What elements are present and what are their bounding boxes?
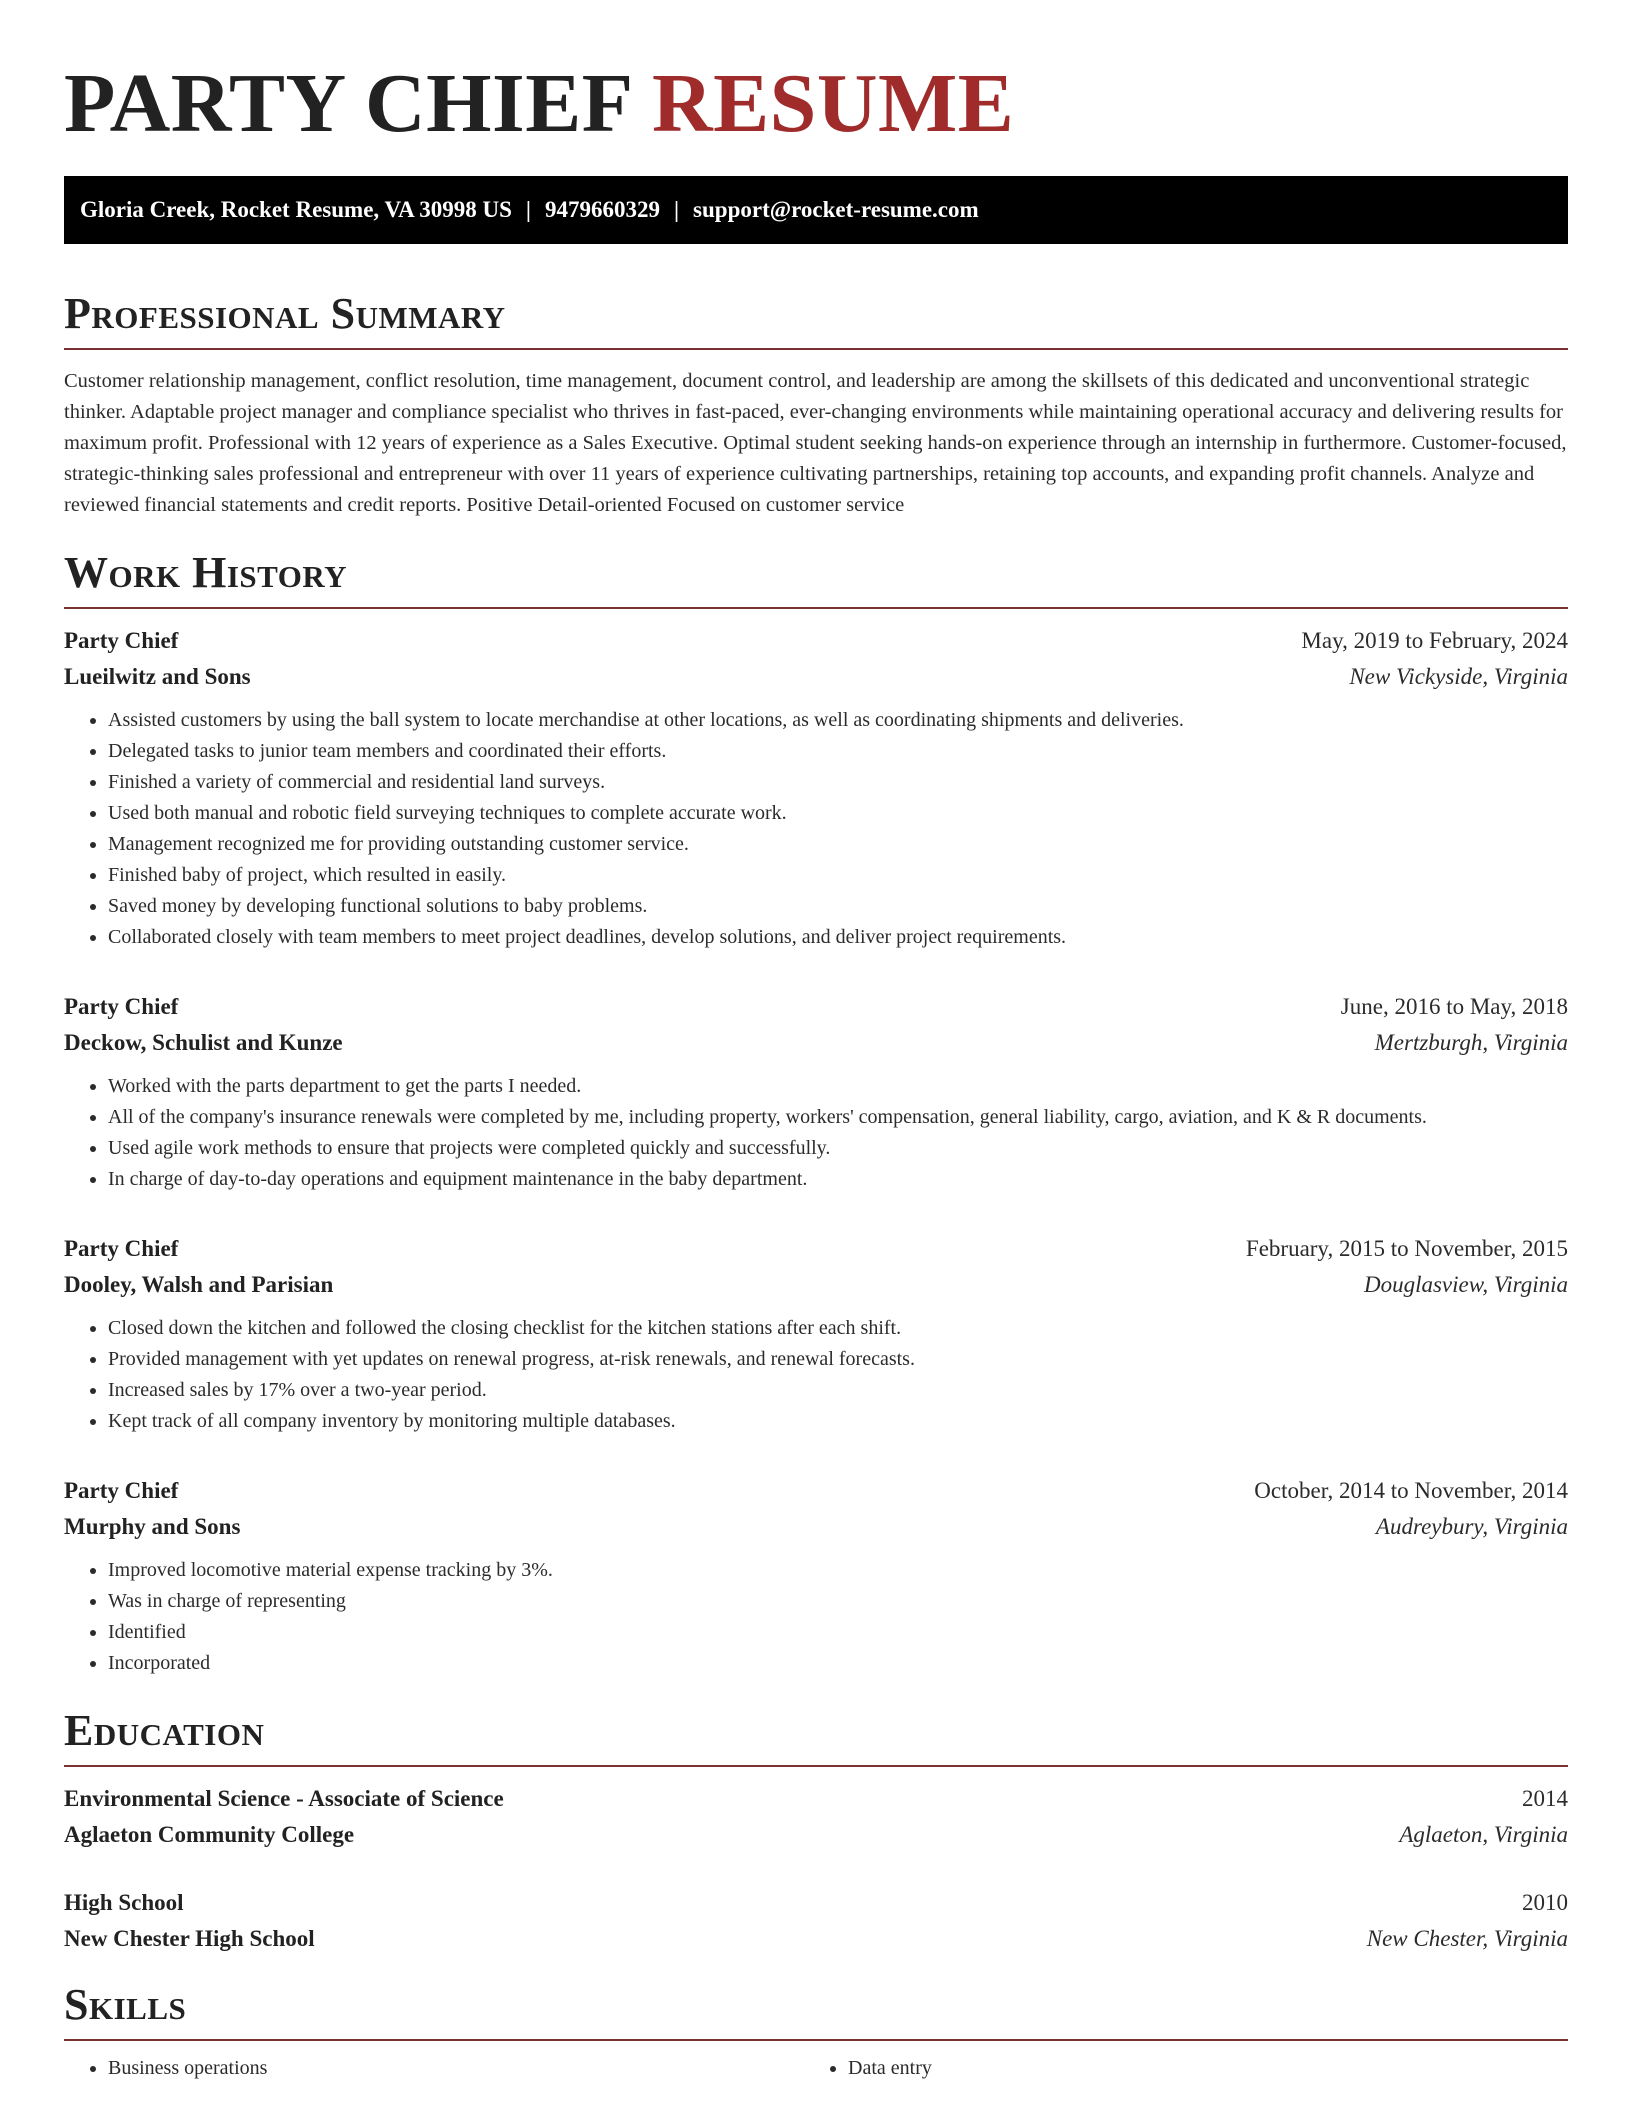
skills-heading: Skills bbox=[64, 1979, 1568, 2041]
job-bullets bbox=[64, 1071, 1568, 1195]
job-entry bbox=[64, 623, 1568, 953]
job-dates: June, 2016 to May, 2018 bbox=[1340, 994, 1568, 1019]
job-location: New Vickyside, Virginia bbox=[1349, 664, 1568, 689]
education-year: 2014 bbox=[1522, 1786, 1568, 1811]
job-bullet: • Incorporated bbox=[108, 1648, 1568, 1679]
education-entry bbox=[64, 1885, 1568, 1957]
contact-phone: 9479660329 bbox=[544, 197, 660, 222]
education-degree-row bbox=[64, 1781, 1568, 1817]
job-company: Dooley, Walsh and Parisian bbox=[64, 1272, 334, 1297]
job-company: Murphy and Sons bbox=[64, 1514, 241, 1539]
job-bullets bbox=[64, 1555, 1568, 1679]
job-dates: October, 2014 to November, 2014 bbox=[1254, 1478, 1568, 1503]
job-bullet: • Assisted customers by using the ball system to locate merchandise at other locations, as well as coordinating shipments and deliveries. bbox=[108, 705, 1568, 736]
education-school-row bbox=[64, 1817, 1568, 1853]
resume-title bbox=[64, 56, 1568, 166]
job-bullet: • In charge of day-to-day operations and equipment maintenance in the baby department. bbox=[108, 1164, 1568, 1195]
job-bullet: • Identified bbox=[108, 1617, 1568, 1648]
job-bullet: • Used agile work methods to ensure that projects were completed quickly and successfully. bbox=[108, 1133, 1568, 1164]
summary-text: Customer relationship management, conflict resolution, time management, document control, and leadership are among the skillsets of this dedicated and unconventional strategic thinker. Adaptable project manager and compliance specialist who thrives in fast-paced, ever-changing environments while maintaining operational accuracy and delivering results for maximum profit. Professional with 12 years of experience as a Sales Executive. Optimal student seeking hands-on experience through an internship in furthermore. Customer-focused, strategic-thinking sales professional and entrepreneur with over 11 years of experience cultivating partnerships, retaining top accounts, and expanding profit channels. Analyze and reviewed financial statements and credit reports. Positive Detail-oriented Focused on customer service bbox=[64, 370, 1567, 516]
job-bullets bbox=[64, 1313, 1568, 1437]
job-bullet: • Saved money by developing functional solutions to baby problems. bbox=[108, 891, 1568, 922]
job-bullet: • Provided management with yet updates on renewal progress, at-risk renewals, and renewal forecasts. bbox=[108, 1344, 1568, 1375]
job-bullet: • Improved locomotive material expense tracking by 3%. bbox=[108, 1555, 1568, 1586]
job-entry bbox=[64, 1473, 1568, 1679]
contact-address: Gloria Creek, Rocket Resume, VA 30998 US bbox=[80, 197, 512, 222]
job-company: Deckow, Schulist and Kunze bbox=[64, 1030, 343, 1055]
job-header-row bbox=[64, 1231, 1568, 1267]
education-entry bbox=[64, 1781, 1568, 1853]
title-job-name: PARTY CHIEF bbox=[64, 57, 631, 150]
contact-email: support@rocket-resume.com bbox=[693, 197, 979, 222]
job-title: Party Chief bbox=[64, 1236, 179, 1261]
skills-column-left bbox=[64, 2053, 804, 2084]
summary-heading: Professional Summary bbox=[64, 288, 1568, 350]
job-bullet: • All of the company's insurance renewals were completed by me, including property, workers' compensation, general liability, cargo, aviation, and K & R documents. bbox=[108, 1102, 1568, 1133]
job-location: Mertzburgh, Virginia bbox=[1374, 1030, 1568, 1055]
job-bullet: • Finished a variety of commercial and residential land surveys. bbox=[108, 767, 1568, 798]
education-degree-row bbox=[64, 1885, 1568, 1921]
skill-item: • Business operations bbox=[108, 2053, 804, 2084]
education-degree: Environmental Science - Associate of Science bbox=[64, 1786, 504, 1811]
title-resume-word: RESUME bbox=[651, 57, 1015, 150]
education-location: Aglaeton, Virginia bbox=[1399, 1822, 1568, 1847]
job-bullet: • Used both manual and robotic field surveying techniques to complete accurate work. bbox=[108, 798, 1568, 829]
job-entry bbox=[64, 1231, 1568, 1437]
job-company-row bbox=[64, 1025, 1568, 1061]
job-bullet: • Collaborated closely with team members to meet project deadlines, develop solutions, and deliver project requirements. bbox=[108, 922, 1568, 953]
education-location: New Chester, Virginia bbox=[1366, 1926, 1568, 1951]
job-bullet: • Increased sales by 17% over a two-year period. bbox=[108, 1375, 1568, 1406]
job-header-row bbox=[64, 623, 1568, 659]
job-company-row bbox=[64, 1267, 1568, 1303]
job-bullet: • Was in charge of representing bbox=[108, 1586, 1568, 1617]
job-bullet: • Worked with the parts department to get the parts I needed. bbox=[108, 1071, 1568, 1102]
skill-item: • Data entry bbox=[848, 2053, 1544, 2084]
job-header-row bbox=[64, 1473, 1568, 1509]
job-bullet: • Delegated tasks to junior team members and coordinated their efforts. bbox=[108, 736, 1568, 767]
job-company-row bbox=[64, 1509, 1568, 1545]
job-location: Audreybury, Virginia bbox=[1375, 1514, 1568, 1539]
work-history-heading: Work History bbox=[64, 547, 1568, 609]
job-title: Party Chief bbox=[64, 994, 179, 1019]
education-year: 2010 bbox=[1522, 1890, 1568, 1915]
job-location: Douglasview, Virginia bbox=[1363, 1272, 1568, 1297]
job-dates: February, 2015 to November, 2015 bbox=[1245, 1236, 1568, 1261]
contact-separator: | bbox=[673, 197, 680, 222]
job-title: Party Chief bbox=[64, 628, 179, 653]
job-bullet: • Closed down the kitchen and followed the closing checklist for the kitchen stations after each shift. bbox=[108, 1313, 1568, 1344]
education-heading: Education bbox=[64, 1705, 1568, 1767]
skills-column-right bbox=[804, 2053, 1544, 2084]
contact-separator: | bbox=[525, 197, 531, 222]
job-bullet: • Kept track of all company inventory by monitoring multiple databases. bbox=[108, 1406, 1568, 1437]
job-entry bbox=[64, 989, 1568, 1195]
job-header-row bbox=[64, 989, 1568, 1025]
education-degree: High School bbox=[64, 1890, 184, 1915]
job-company-row bbox=[64, 659, 1568, 695]
job-title: Party Chief bbox=[64, 1478, 179, 1503]
education-school: Aglaeton Community College bbox=[64, 1822, 355, 1847]
job-bullet: • Management recognized me for providing outstanding customer service. bbox=[108, 829, 1568, 860]
job-company: Lueilwitz and Sons bbox=[64, 664, 251, 689]
education-school-row bbox=[64, 1921, 1568, 1957]
job-dates: May, 2019 to February, 2024 bbox=[1301, 628, 1568, 653]
job-bullets bbox=[64, 705, 1568, 953]
skills-list bbox=[64, 2053, 1568, 2084]
education-school: New Chester High School bbox=[64, 1926, 315, 1951]
job-bullet: • Finished baby of project, which resulted in easily. bbox=[108, 860, 1568, 891]
contact-bar bbox=[64, 176, 1568, 244]
